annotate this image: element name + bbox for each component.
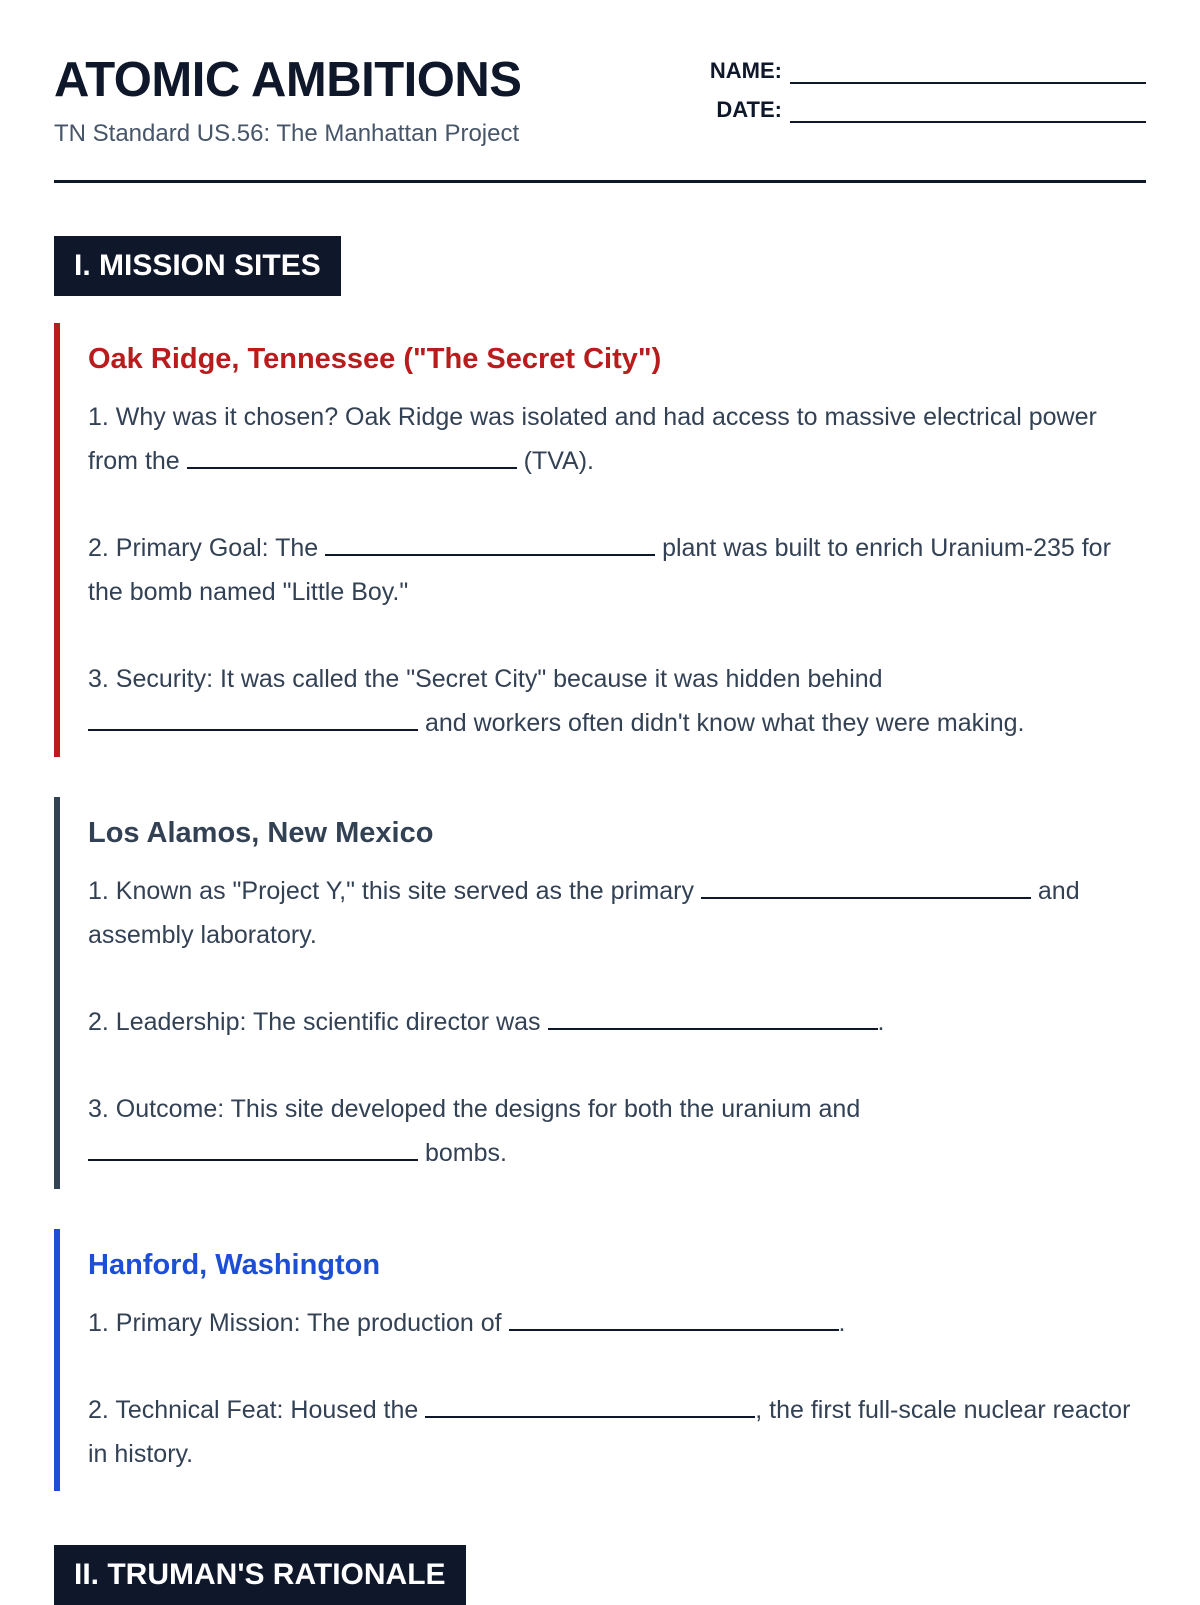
name-label: NAME: <box>709 58 782 83</box>
answer-blank[interactable] <box>425 1394 755 1418</box>
section-heading-trumans-rationale: II. TRUMAN'S RATIONALE <box>54 1545 466 1605</box>
site-title-los-alamos: Los Alamos, New Mexico <box>88 817 434 849</box>
answer-blank[interactable] <box>187 445 517 469</box>
section-heading-mission-sites: I. MISSION SITES <box>54 236 341 296</box>
question-oak-ridge-2: 2. Primary Goal: The plant was built to enrich Uranium-235 for the bomb named "Little Boy." <box>88 533 1111 606</box>
site-oak-ridge <box>54 323 1146 757</box>
name-field <box>692 58 1146 84</box>
site-los-alamos <box>54 797 1146 1189</box>
site-title-hanford: Hanford, Washington <box>88 1249 381 1281</box>
site-hanford <box>54 1229 1146 1491</box>
name-blank[interactable] <box>790 58 1146 84</box>
page-title: ATOMIC AMBITIONS <box>54 53 522 107</box>
page-subtitle: TN Standard US.56: The Manhattan Project <box>54 120 520 147</box>
answer-blank[interactable] <box>88 707 418 731</box>
answer-blank[interactable] <box>548 1006 878 1030</box>
question-los-alamos-1: 1. Known as "Project Y," this site served as the primary and assembly laboratory. <box>88 876 1080 949</box>
question-los-alamos-2: 2. Leadership: The scientific director was . <box>88 1007 885 1036</box>
question-hanford-1: 1. Primary Mission: The production of . <box>88 1308 846 1337</box>
question-hanford-2: 2. Technical Feat: Housed the , the first full-scale nuclear reactor in history. <box>88 1395 1131 1468</box>
question-los-alamos-3: 3. Outcome: This site developed the designs for both the uranium and bombs. <box>88 1094 861 1167</box>
worksheet-header <box>54 0 1146 183</box>
date-label: DATE: <box>716 97 782 122</box>
question-oak-ridge-1: 1. Why was it chosen? Oak Ridge was isolated and had access to massive electrical power from the (TVA). <box>88 402 1097 475</box>
site-title-oak-ridge: Oak Ridge, Tennessee ("The Secret City") <box>88 343 662 375</box>
answer-blank[interactable] <box>509 1307 839 1331</box>
answer-blank[interactable] <box>88 1137 418 1161</box>
date-field <box>692 97 1146 123</box>
answer-blank[interactable] <box>701 875 1031 899</box>
date-blank[interactable] <box>790 97 1146 123</box>
answer-blank[interactable] <box>325 532 655 556</box>
question-oak-ridge-3: 3. Security: It was called the "Secret City" because it was hidden behind and workers often didn't know what they were making. <box>88 664 1025 737</box>
